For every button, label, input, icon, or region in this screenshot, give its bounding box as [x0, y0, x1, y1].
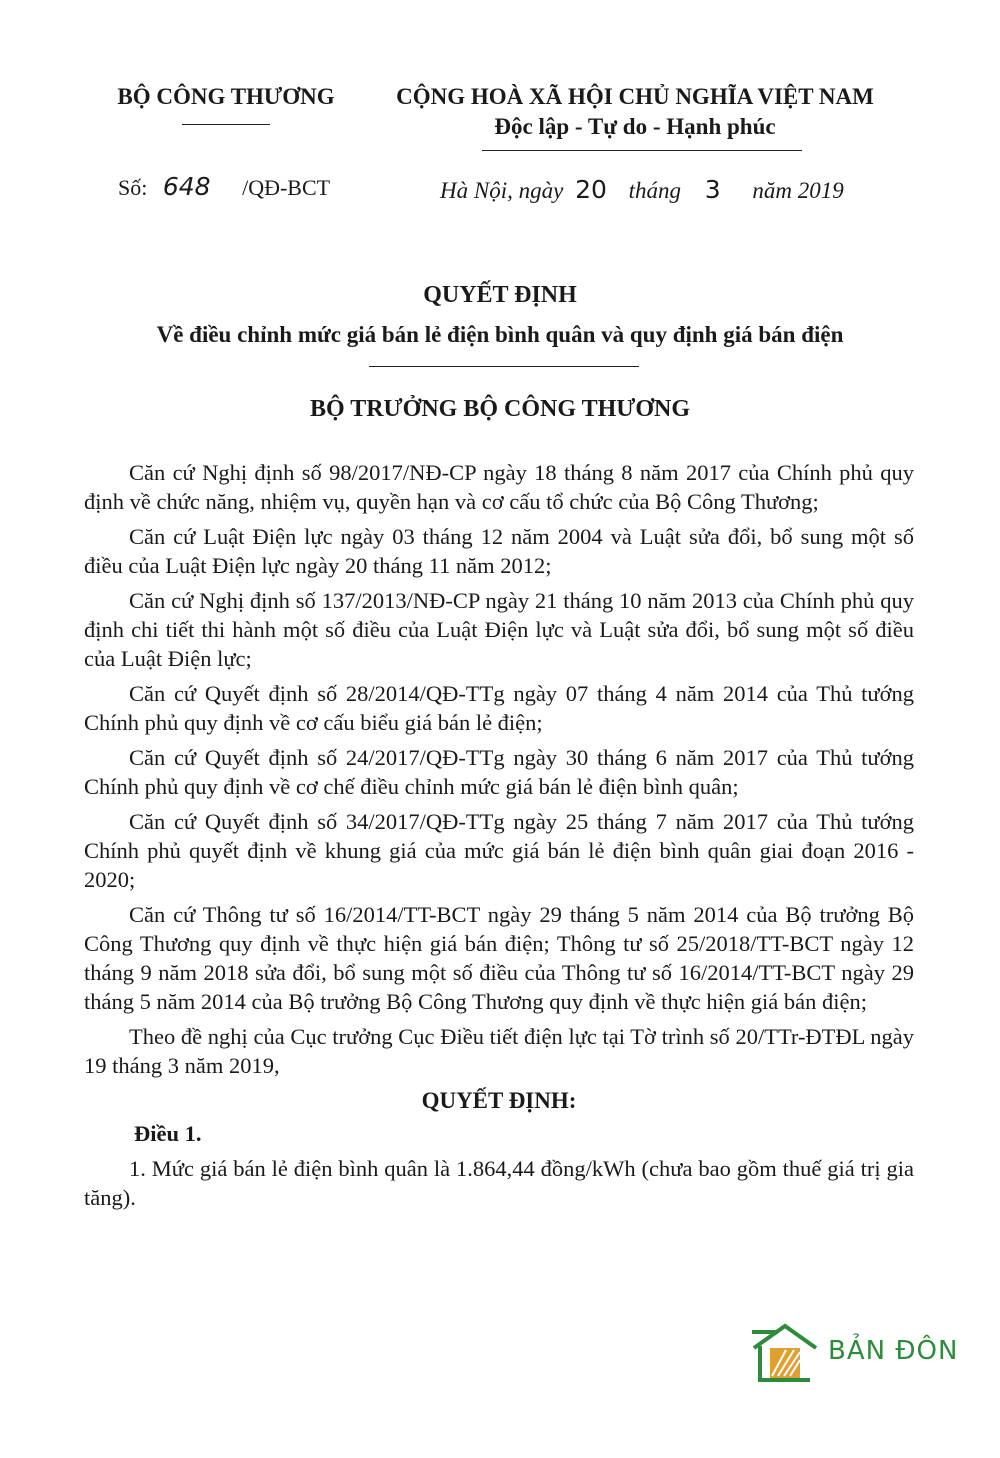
preamble-paragraph: Căn cứ Nghị định số 98/2017/NĐ-CP ngày 18 tháng 8 năm 2017 của Chính phủ quy định về chức năng, nhiệm vụ, quyền hạn và cơ cấu tổ chức của Bộ Công Thương; [84, 460, 914, 514]
date-month-label: tháng [628, 178, 682, 203]
preamble-paragraph: Theo đề nghị của Cục trưởng Cục Điều tiết điện lực tại Tờ trình số 20/TTr-ĐTĐL ngày 19 tháng 3 năm 2019, [84, 1024, 914, 1078]
preamble-paragraph: Căn cứ Quyết định số 24/2017/QĐ-TTg ngày 30 tháng 6 năm 2017 của Thủ tướng Chính phủ quy định về cơ chế điều chỉnh mức giá bán lẻ điện bình quân; [84, 745, 914, 799]
handwritten-number: 648 [162, 172, 211, 201]
republic-name: CỘNG HOÀ XÃ HỘI CHỦ NGHĨA VIỆT NAM [396, 84, 874, 109]
issue-date [440, 175, 844, 206]
document-subject: Về điều chỉnh mức giá bán lẻ điện bình quân và quy định giá bán điện [156, 322, 844, 347]
handwritten-day: 20 [575, 175, 607, 204]
issuer-block [95, 82, 357, 125]
document-type: QUYẾT ĐỊNH [423, 282, 577, 308]
preamble-paragraph: Căn cứ Thông tư số 16/2014/TT-BCT ngày 29 tháng 5 năm 2014 của Bộ trưởng Bộ Công Thương quy định về thực hiện giá bán điện; Thông tư số 25/2018/TT-BCT ngày 12 tháng 9 năm 2018 sửa đổi, bổ sung một số điều của Thông tư số 16/2014/TT-BCT ngày 29 tháng 5 năm 2014 của Bộ trưởng Bộ Công Thương quy định về thực hiện giá bán điện; [84, 902, 914, 1014]
preamble-paragraph: Căn cứ Nghị định số 137/2013/NĐ-CP ngày 21 tháng 10 năm 2013 của Chính phủ quy định chi tiết thi hành một số điều của Luật Điện lực và Luật sửa đổi, bổ sung một số điều của Luật Điện lực; [84, 588, 914, 671]
document-number [118, 172, 330, 203]
watermark-logo [748, 1322, 958, 1384]
issuing-authority: BỘ TRƯỞNG BỘ CÔNG THƯƠNG [309, 396, 691, 422]
date-place: Hà Nội, ngày [440, 178, 564, 203]
ministry-underline [182, 124, 270, 125]
national-motto: Độc lập - Tự do - Hạnh phúc [494, 114, 776, 139]
article-1-heading: Điều 1. [134, 1121, 202, 1146]
national-header [370, 82, 900, 151]
house-logo-icon [748, 1322, 822, 1384]
number-suffix: /QĐ-BCT [242, 175, 331, 200]
document-body [84, 458, 914, 1218]
preamble-paragraph: Căn cứ Quyết định số 34/2017/QĐ-TTg ngày 25 tháng 7 năm 2017 của Thủ tướng Chính phủ quyết định về khung giá của mức giá bán lẻ điện bình quân giai đoạn 2016 - 2020; [84, 809, 914, 892]
handwritten-month: 3 [704, 175, 721, 204]
number-prefix: Số: [118, 175, 148, 200]
motto-underline [482, 150, 802, 151]
preamble-paragraph: Căn cứ Luật Điện lực ngày 03 tháng 12 năm 2004 và Luật sửa đổi, bổ sung một số điều của Luật Điện lực ngày 20 tháng 11 năm 2012; [84, 524, 914, 578]
date-year: năm 2019 [752, 178, 844, 203]
article-1-clause-1: 1. Mức giá bán lẻ điện bình quân là 1.864,44 đồng/kWh (chưa bao gồm thuế giá trị gia tăng). [84, 1156, 914, 1210]
preamble-paragraph: Căn cứ Quyết định số 28/2014/QĐ-TTg ngày 07 tháng 4 năm 2014 của Thủ tướng Chính phủ quy định về cơ cấu biểu giá bán lẻ điện; [84, 681, 914, 735]
ministry-name: BỘ CÔNG THƯƠNG [117, 84, 335, 109]
title-underline [369, 366, 639, 367]
decision-heading: QUYẾT ĐỊNH: [421, 1088, 577, 1113]
watermark-brand: BẢN ĐÔN [828, 1336, 959, 1366]
